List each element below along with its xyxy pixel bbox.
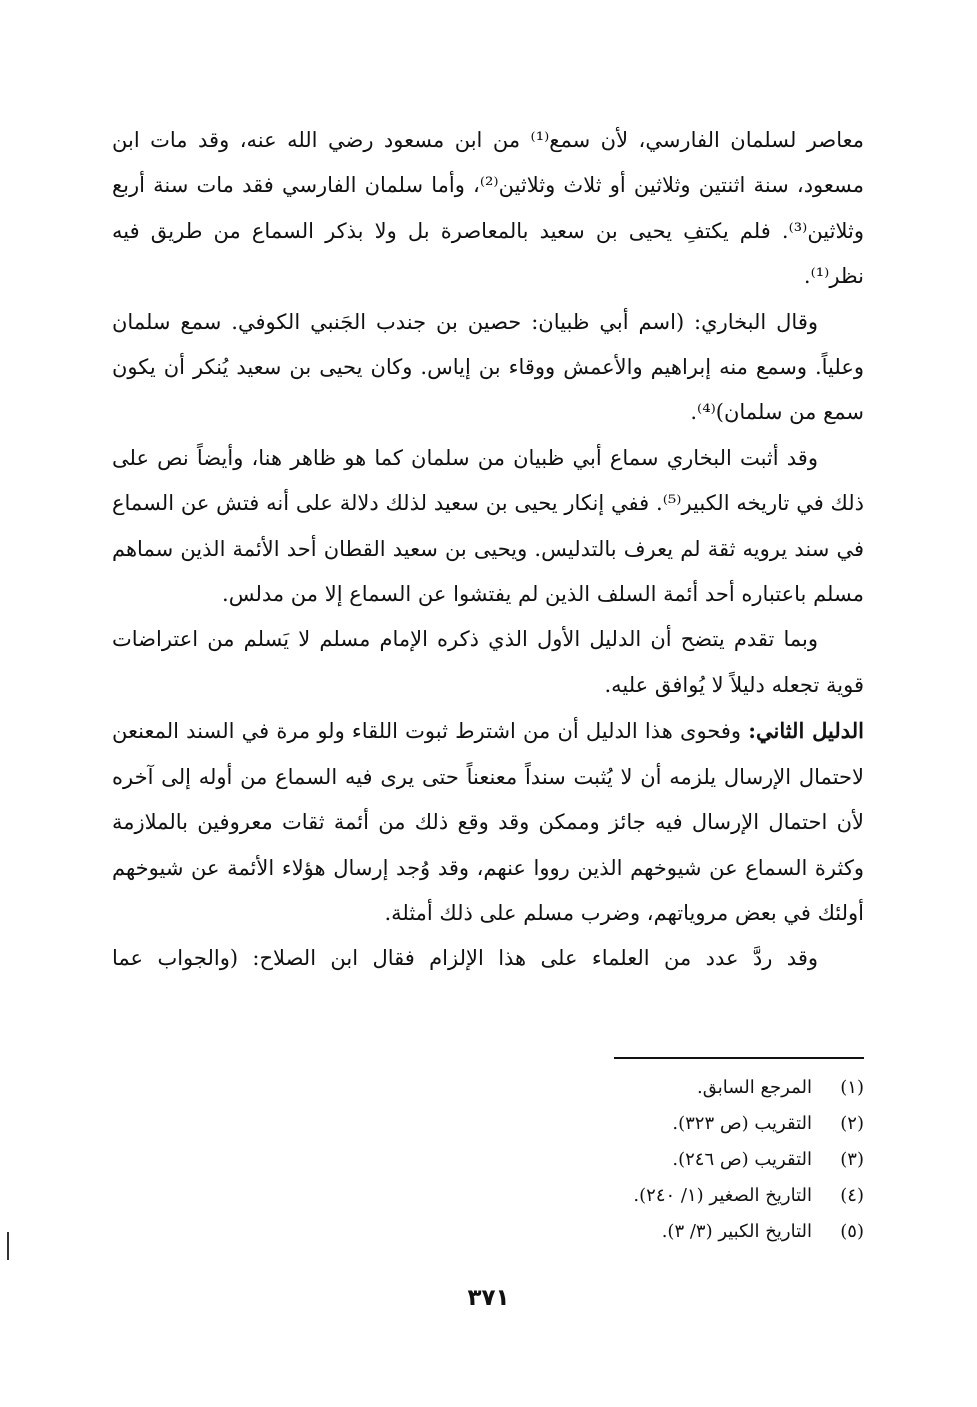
- footnote-text: التاريخ الكبير (٣/ ٣).: [661, 1221, 812, 1242]
- scan-edge-mark: [7, 1232, 9, 1260]
- footnote-text: التقريب (ص ٢٤٦).: [672, 1149, 812, 1170]
- page-number: ٣٧١: [467, 1285, 510, 1311]
- footnotes: [364, 1070, 864, 1250]
- footnote-number: (٢): [840, 1113, 864, 1134]
- footnote-number: (٥): [840, 1221, 864, 1242]
- footnote-2: [364, 1106, 864, 1142]
- paragraph-bukhari-quote: وقال البخاري: (اسم أبي ظبيان: حصين بن جندب الجَنبي الكوفي. سمع سلمان وعلياً. وسمع منه إبراهيم والأعمش ووقاء بن إياس. وكان يحيى بن سعيد يُنكر أن يكون سمع من سلمان)⁽⁴⁾.: [112, 309, 864, 425]
- footnote-3: [364, 1142, 864, 1178]
- footnote-text: التقريب (ص ٣٢٣).: [672, 1113, 812, 1134]
- footnote-5: [364, 1214, 864, 1250]
- footnote-text: المرجع السابق.: [696, 1077, 812, 1098]
- paragraph-continued: معاصر لسلمان الفارسي، لأن سمع⁽¹⁾ من ابن مسعود رضي الله عنه، وقد مات ابن مسعود، سنة اثنتين وثلاثين أو ثلاث وثلاثين⁽²⁾، وأما سلمان الفارسي فقد مات سنة أربع وثلاثين⁽³⁾. فلم يكتفِ يحيى بن سعيد بالمعاصرة بل ولا بذكر السماع من طريق فيه نظر⁽¹⁾.: [112, 128, 865, 289]
- footnote-number: (٤): [840, 1185, 864, 1206]
- footnote-separator: [614, 1057, 864, 1059]
- footnote-4: [364, 1178, 864, 1214]
- footnote-number: (١): [840, 1077, 864, 1098]
- main-text: [112, 118, 864, 982]
- footnote-text: التاريخ الصغير (١/ ٢٤٠).: [633, 1185, 812, 1206]
- footnote-number: (٣): [840, 1149, 864, 1170]
- second-proof-text: وفحوى هذا الدليل أن من اشترط ثبوت اللقاء ولو مرة في السند المعنعن لاحتمال الإرسال يلزمه أن لا يُثبت سنداً معنعناً حتى يرى فيه السماع من أوله إلى آخره لأن احتمال الإرسال فيه جائز وممكن وقد وقع ذلك من أئمة ثقات معروفين بالملازمة وكثرة السماع عن شيوخهم الذين رووا عنهم، وقد وُجد إرسال هؤلاء الأئمة عن شيوخهم أولئك في بعض مروياتهم، وضرب مسلم على ذلك أمثلة.: [112, 719, 864, 925]
- paragraph-ibn-salah: وقد ردَّ عدد من العلماء على هذا الإلزام فقال ابن الصلاح: (والجواب عما: [112, 946, 818, 971]
- paragraph-conclusion: وبما تقدم يتضح أن الدليل الأول الذي ذكره الإمام مسلم لا يَسلم من اعتراضات قوية تجعله دليلاً لا يُوافق عليه.: [112, 627, 864, 697]
- second-proof-label: الدليل الثاني:: [748, 718, 864, 744]
- paragraph-bukhari-proof: وقد أثبت البخاري سماع أبي ظبيان من سلمان كما هو ظاهر هنا، وأيضاً نص على ذلك في تاريخه الكبير⁽⁵⁾. ففي إنكار يحيى بن سعيد لذلك دلالة على أنه فتش عن السماع في سند يرويه ثقة لم يعرف بالتدليس. ويحيى بن سعيد القطان أحد الأئمة الذين سماهم مسلم باعتباره أحد أئمة السلف الذين لم يفتشوا عن السماع إلا من مدلس.: [112, 445, 865, 607]
- footnote-1: [364, 1070, 864, 1106]
- paragraph-second-proof: [112, 708, 864, 936]
